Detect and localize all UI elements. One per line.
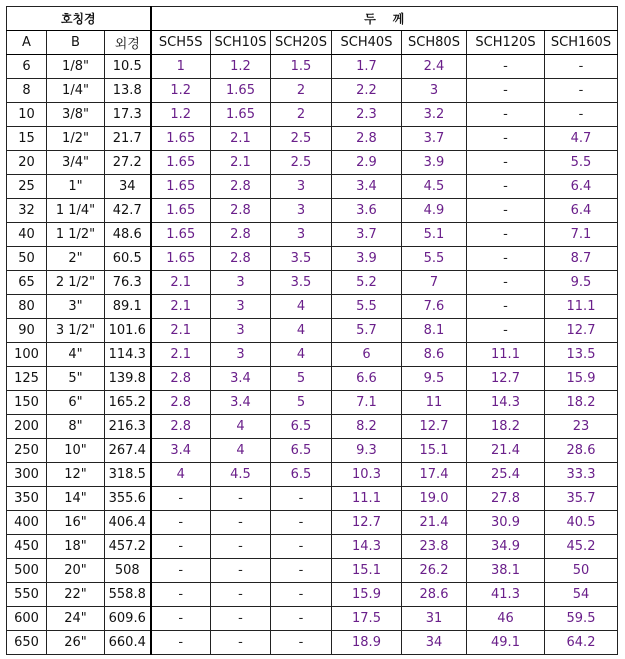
table-row (7, 295, 618, 319)
table-cell: 42.7 (105, 199, 151, 223)
table-cell: 3 1/2" (47, 319, 105, 343)
table-cell: 15.1 (332, 559, 402, 583)
table-cell: 41.3 (467, 583, 545, 607)
table-cell: 20" (47, 559, 105, 583)
table-cell: 14.3 (467, 391, 545, 415)
table-cell: 28.6 (545, 439, 618, 463)
table-cell: 1.65 (211, 103, 271, 127)
table-cell: 3.9 (402, 151, 467, 175)
table-cell: - (545, 103, 618, 127)
table-cell: 4 (211, 415, 271, 439)
table-cell: 9.5 (545, 271, 618, 295)
table-cell: 609.6 (105, 607, 151, 631)
table-cell: 355.6 (105, 487, 151, 511)
table-cell: - (211, 559, 271, 583)
table-cell: 457.2 (105, 535, 151, 559)
table-row (7, 487, 618, 511)
table-cell: 3.7 (332, 223, 402, 247)
table-cell: 38.1 (467, 559, 545, 583)
table-cell: 139.8 (105, 367, 151, 391)
table-cell: 1.65 (151, 127, 211, 151)
table-row (7, 631, 618, 655)
table-cell: 2.8 (332, 127, 402, 151)
table-cell: 2.1 (151, 271, 211, 295)
table-cell: 15.1 (402, 439, 467, 463)
table-cell: 1/4" (47, 79, 105, 103)
table-cell: 22" (47, 583, 105, 607)
table-row (7, 559, 618, 583)
column-header-sch10s: SCH10S (211, 31, 271, 55)
table-cell: 21.4 (467, 439, 545, 463)
table-cell: 13.5 (545, 343, 618, 367)
table-cell: 6.5 (271, 463, 332, 487)
table-cell: 1.65 (151, 247, 211, 271)
table-cell: 2.2 (332, 79, 402, 103)
table-cell: 60.5 (105, 247, 151, 271)
table-row (7, 79, 618, 103)
table-cell: 1.2 (211, 55, 271, 79)
table-cell: - (151, 487, 211, 511)
table-cell: 8.7 (545, 247, 618, 271)
table-cell: 23 (545, 415, 618, 439)
table-cell: 27.2 (105, 151, 151, 175)
table-cell: 4.9 (402, 199, 467, 223)
table-row (7, 583, 618, 607)
column-header-a: A (7, 31, 47, 55)
table-cell: 2 (271, 79, 332, 103)
table-cell: 165.2 (105, 391, 151, 415)
table-cell: 3" (47, 295, 105, 319)
table-cell: 6.4 (545, 175, 618, 199)
table-cell: 1.65 (211, 79, 271, 103)
table-cell: 2.8 (151, 391, 211, 415)
table-cell: - (271, 559, 332, 583)
table-cell: 11.1 (332, 487, 402, 511)
table-cell: 90 (7, 319, 47, 343)
table-cell: 8.6 (402, 343, 467, 367)
table-cell: 80 (7, 295, 47, 319)
table-cell: 7 (402, 271, 467, 295)
table-cell: 3 (211, 295, 271, 319)
table-cell: 2.8 (211, 199, 271, 223)
table-cell: - (151, 631, 211, 655)
table-cell: 1/2" (47, 127, 105, 151)
table-cell: 14" (47, 487, 105, 511)
table-cell: - (545, 79, 618, 103)
table-cell: 31 (402, 607, 467, 631)
table-cell: 34 (105, 175, 151, 199)
table-cell: - (271, 487, 332, 511)
table-cell: 250 (7, 439, 47, 463)
table-row (7, 391, 618, 415)
table-cell: 8" (47, 415, 105, 439)
table-cell: 2.4 (402, 55, 467, 79)
table-cell: 3 (211, 271, 271, 295)
table-row (7, 439, 618, 463)
table-cell: 200 (7, 415, 47, 439)
table-cell: 46 (467, 607, 545, 631)
table-cell: 3 (211, 343, 271, 367)
table-cell: 4 (151, 463, 211, 487)
table-cell: 7.1 (545, 223, 618, 247)
table-cell: 2.8 (211, 223, 271, 247)
table-row (7, 607, 618, 631)
table-cell: - (271, 535, 332, 559)
thickness-group-header: 두 께 (151, 7, 618, 31)
table-cell: 318.5 (105, 463, 151, 487)
table-cell: - (211, 511, 271, 535)
table-cell: 21.7 (105, 127, 151, 151)
table-row (7, 199, 618, 223)
column-header-sch160s: SCH160S (545, 31, 618, 55)
table-cell: 10" (47, 439, 105, 463)
table-cell: 5.5 (402, 247, 467, 271)
table-cell: 3.6 (332, 199, 402, 223)
table-cell: 12.7 (332, 511, 402, 535)
table-cell: 2.1 (211, 151, 271, 175)
table-cell: - (211, 583, 271, 607)
table-cell: - (211, 535, 271, 559)
table-cell: 2 1/2" (47, 271, 105, 295)
table-cell: 5 (271, 391, 332, 415)
table-cell: 1.7 (332, 55, 402, 79)
table-cell: 18.2 (545, 391, 618, 415)
table-cell: 2.9 (332, 151, 402, 175)
table-cell: 101.6 (105, 319, 151, 343)
table-cell: 2.8 (151, 415, 211, 439)
table-cell: 11.1 (467, 343, 545, 367)
table-cell: 17.4 (402, 463, 467, 487)
table-cell: 4" (47, 343, 105, 367)
table-cell: - (467, 271, 545, 295)
table-cell: 3/4" (47, 151, 105, 175)
table-cell: - (467, 103, 545, 127)
table-row (7, 511, 618, 535)
table-cell: 20 (7, 151, 47, 175)
table-cell: 18.2 (467, 415, 545, 439)
table-cell: 26.2 (402, 559, 467, 583)
table-cell: 5.5 (332, 295, 402, 319)
table-cell: 1 1/2" (47, 223, 105, 247)
table-cell: - (467, 79, 545, 103)
table-cell: 17.3 (105, 103, 151, 127)
table-cell: 267.4 (105, 439, 151, 463)
table-cell: 4 (271, 343, 332, 367)
table-row (7, 175, 618, 199)
table-cell: 4.5 (211, 463, 271, 487)
table-cell: 5.2 (332, 271, 402, 295)
table-cell: 8.1 (402, 319, 467, 343)
pipe-schedule-table (6, 6, 618, 655)
table-cell: 18.9 (332, 631, 402, 655)
table-cell: 6.4 (545, 199, 618, 223)
table-cell: 3.4 (211, 391, 271, 415)
table-cell: 54 (545, 583, 618, 607)
table-cell: 3 (271, 199, 332, 223)
table-cell: 34.9 (467, 535, 545, 559)
table-cell: - (271, 607, 332, 631)
table-cell: 4 (271, 319, 332, 343)
table-cell: 2.5 (271, 127, 332, 151)
table-cell: - (211, 607, 271, 631)
table-cell: 48.6 (105, 223, 151, 247)
table-cell: 3 (271, 223, 332, 247)
table-cell: 216.3 (105, 415, 151, 439)
table-cell: - (151, 559, 211, 583)
table-cell: 300 (7, 463, 47, 487)
table-cell: 558.8 (105, 583, 151, 607)
table-cell: 65 (7, 271, 47, 295)
table-cell: 23.8 (402, 535, 467, 559)
table-cell: 3 (211, 319, 271, 343)
table-row (7, 55, 618, 79)
table-cell: 4.7 (545, 127, 618, 151)
table-cell: - (467, 295, 545, 319)
table-cell: 21.4 (402, 511, 467, 535)
column-header-sch20s: SCH20S (271, 31, 332, 55)
table-cell: - (151, 607, 211, 631)
table-cell: 3.4 (151, 439, 211, 463)
table-cell: 125 (7, 367, 47, 391)
table-cell: - (211, 487, 271, 511)
column-header-outer-diameter: 외경 (105, 31, 151, 55)
header-group-row (7, 7, 618, 31)
table-cell: 660.4 (105, 631, 151, 655)
table-cell: - (467, 223, 545, 247)
table-cell: - (467, 151, 545, 175)
table-cell: 7.6 (402, 295, 467, 319)
table-cell: 2.1 (151, 319, 211, 343)
table-cell: 400 (7, 511, 47, 535)
table-cell: 6 (7, 55, 47, 79)
table-cell: 3.4 (332, 175, 402, 199)
table-cell: 9.5 (402, 367, 467, 391)
table-cell: - (467, 247, 545, 271)
table-cell: 5.1 (402, 223, 467, 247)
table-cell: 406.4 (105, 511, 151, 535)
table-cell: 11.1 (545, 295, 618, 319)
column-header-sch40s: SCH40S (332, 31, 402, 55)
table-row (7, 271, 618, 295)
table-body (7, 55, 618, 655)
table-cell: 27.8 (467, 487, 545, 511)
table-cell: 650 (7, 631, 47, 655)
table-cell: 9.3 (332, 439, 402, 463)
table-cell: 2.1 (151, 343, 211, 367)
column-header-sch80s: SCH80S (402, 31, 467, 55)
table-cell: 5" (47, 367, 105, 391)
table-cell: 1.65 (151, 175, 211, 199)
table-cell: 19.0 (402, 487, 467, 511)
table-cell: 10.3 (332, 463, 402, 487)
table-cell: 2.8 (211, 175, 271, 199)
table-cell: 64.2 (545, 631, 618, 655)
table-cell: 2.8 (211, 247, 271, 271)
table-cell: 76.3 (105, 271, 151, 295)
table-cell: 6.5 (271, 439, 332, 463)
table-cell: 3 (271, 175, 332, 199)
table-cell: 11 (402, 391, 467, 415)
table-cell: 89.1 (105, 295, 151, 319)
table-cell: 50 (545, 559, 618, 583)
table-cell: 2.3 (332, 103, 402, 127)
table-row (7, 367, 618, 391)
table-cell: 18" (47, 535, 105, 559)
table-row (7, 103, 618, 127)
table-row (7, 535, 618, 559)
table-cell: 5 (271, 367, 332, 391)
table-cell: 3.5 (271, 247, 332, 271)
table-cell: 17.5 (332, 607, 402, 631)
table-cell: 1.2 (151, 79, 211, 103)
table-cell: 1.65 (151, 151, 211, 175)
table-row (7, 415, 618, 439)
table-cell: 3.7 (402, 127, 467, 151)
table-cell: 3.9 (332, 247, 402, 271)
table-cell: 450 (7, 535, 47, 559)
table-row (7, 127, 618, 151)
table-cell: 40.5 (545, 511, 618, 535)
table-row (7, 343, 618, 367)
pipe-schedule-table-container (6, 6, 618, 655)
table-cell: 3.5 (271, 271, 332, 295)
table-cell: 12.7 (467, 367, 545, 391)
table-cell: - (151, 511, 211, 535)
table-cell: 12.7 (402, 415, 467, 439)
table-cell: 2.1 (211, 127, 271, 151)
table-cell: 1.2 (151, 103, 211, 127)
table-cell: - (151, 583, 211, 607)
table-row (7, 463, 618, 487)
table-cell: 34 (402, 631, 467, 655)
table-cell: 2" (47, 247, 105, 271)
table-cell: 13.8 (105, 79, 151, 103)
table-cell: 26" (47, 631, 105, 655)
table-cell: 500 (7, 559, 47, 583)
table-cell: 350 (7, 487, 47, 511)
table-cell: - (467, 55, 545, 79)
table-cell: - (271, 511, 332, 535)
table-cell: 40 (7, 223, 47, 247)
table-cell: - (211, 631, 271, 655)
table-cell: 600 (7, 607, 47, 631)
table-cell: 28.6 (402, 583, 467, 607)
table-cell: 3.4 (211, 367, 271, 391)
table-cell: 114.3 (105, 343, 151, 367)
table-cell: 508 (105, 559, 151, 583)
table-cell: 2.8 (151, 367, 211, 391)
table-cell: 3/8" (47, 103, 105, 127)
table-cell: 1.5 (271, 55, 332, 79)
table-cell: 6.5 (271, 415, 332, 439)
table-cell: 35.7 (545, 487, 618, 511)
table-cell: 8 (7, 79, 47, 103)
table-cell: 14.3 (332, 535, 402, 559)
table-cell: 32 (7, 199, 47, 223)
table-cell: 5.5 (545, 151, 618, 175)
table-cell: 15 (7, 127, 47, 151)
table-cell: - (271, 631, 332, 655)
table-cell: 25 (7, 175, 47, 199)
table-cell: 1 1/4" (47, 199, 105, 223)
table-row (7, 223, 618, 247)
table-cell: 6 (332, 343, 402, 367)
table-cell: 2.1 (151, 295, 211, 319)
table-cell: 30.9 (467, 511, 545, 535)
table-cell: - (151, 535, 211, 559)
table-cell: 3 (402, 79, 467, 103)
table-cell: 7.1 (332, 391, 402, 415)
table-cell: 3.2 (402, 103, 467, 127)
table-cell: 33.3 (545, 463, 618, 487)
header-column-row (7, 31, 618, 55)
table-cell: - (545, 55, 618, 79)
table-row (7, 319, 618, 343)
table-cell: 10 (7, 103, 47, 127)
table-cell: 24" (47, 607, 105, 631)
table-cell: 15.9 (545, 367, 618, 391)
table-cell: 4 (211, 439, 271, 463)
table-cell: - (467, 127, 545, 151)
table-cell: 2.5 (271, 151, 332, 175)
column-header-sch120s: SCH120S (467, 31, 545, 55)
table-cell: 50 (7, 247, 47, 271)
table-cell: - (467, 199, 545, 223)
table-cell: 45.2 (545, 535, 618, 559)
table-cell: 12" (47, 463, 105, 487)
table-cell: 10.5 (105, 55, 151, 79)
column-header-b: B (47, 31, 105, 55)
table-cell: 6" (47, 391, 105, 415)
table-cell: 49.1 (467, 631, 545, 655)
table-cell: 5.7 (332, 319, 402, 343)
table-cell: 15.9 (332, 583, 402, 607)
table-cell: 2 (271, 103, 332, 127)
table-cell: - (271, 583, 332, 607)
table-cell: 100 (7, 343, 47, 367)
table-cell: 59.5 (545, 607, 618, 631)
table-cell: 4.5 (402, 175, 467, 199)
table-cell: 150 (7, 391, 47, 415)
table-cell: 8.2 (332, 415, 402, 439)
table-cell: 1.65 (151, 199, 211, 223)
table-cell: 12.7 (545, 319, 618, 343)
table-cell: 6.6 (332, 367, 402, 391)
table-row (7, 247, 618, 271)
table-cell: 1/8" (47, 55, 105, 79)
table-cell: 16" (47, 511, 105, 535)
table-cell: 1.65 (151, 223, 211, 247)
column-header-sch5s: SCH5S (151, 31, 211, 55)
table-cell: 4 (271, 295, 332, 319)
table-cell: - (467, 319, 545, 343)
table-cell: 550 (7, 583, 47, 607)
table-row (7, 151, 618, 175)
table-cell: 1 (151, 55, 211, 79)
table-cell: - (467, 175, 545, 199)
table-cell: 25.4 (467, 463, 545, 487)
nominal-size-group-header: 호칭경 (7, 7, 151, 31)
table-cell: 1" (47, 175, 105, 199)
